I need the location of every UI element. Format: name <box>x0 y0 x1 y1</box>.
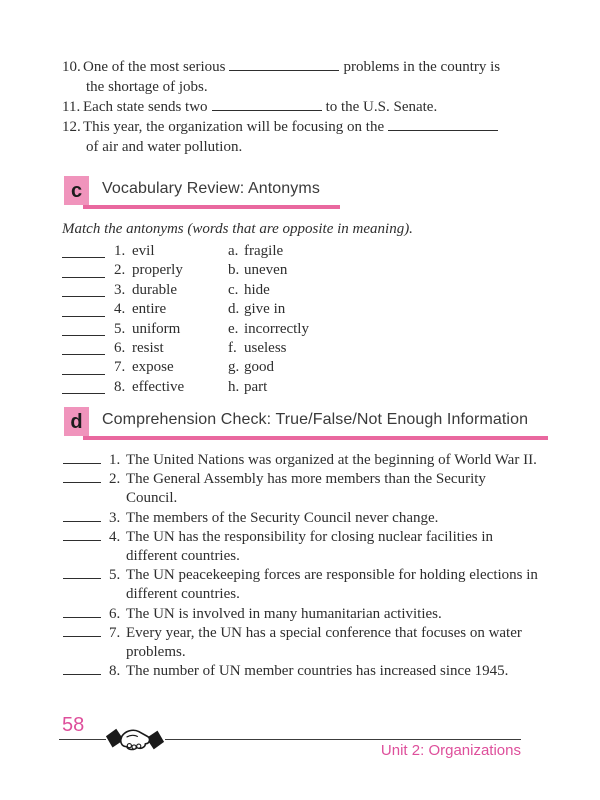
item-text-pre: This year, the organization will be focusing on the <box>83 119 385 135</box>
answer-blank-line <box>63 521 101 522</box>
answer-blank-line <box>63 636 101 637</box>
match-row <box>62 359 309 378</box>
answer-blank-line <box>62 393 105 394</box>
statement-text: The members of the Security Council never change. <box>126 509 439 526</box>
option-letter: h. <box>228 378 240 395</box>
answer-blank-line <box>62 374 105 375</box>
statement-number: 5. <box>109 567 121 584</box>
option-letter: b. <box>228 262 240 279</box>
antonym-matching-list <box>62 243 309 398</box>
answer-blank-line <box>63 674 101 675</box>
statement-row <box>63 662 538 681</box>
statement-number: 1. <box>109 452 121 468</box>
match-row <box>62 340 309 359</box>
statement-number: 6. <box>109 605 121 622</box>
match-word: resist <box>132 339 164 356</box>
section-title: Comprehension Check: True/False/Not Enough Information <box>83 411 548 440</box>
option-word: give in <box>244 301 286 318</box>
answer-blank-line <box>62 316 105 317</box>
option-word: fragile <box>244 243 284 259</box>
match-word: expose <box>132 359 174 376</box>
item-text-pre: Each state sends two <box>83 99 208 115</box>
exercise-instruction: Match the antonyms (words that are opposite in meaning). <box>62 221 413 237</box>
answer-blank-line <box>63 540 101 541</box>
match-row <box>62 301 309 320</box>
answer-blank-line <box>62 335 105 336</box>
match-word: evil <box>132 243 155 259</box>
answer-blank-line <box>62 257 105 258</box>
option-letter: g. <box>228 359 240 376</box>
item-number: 11. <box>62 99 81 115</box>
option-letter: c. <box>228 281 239 298</box>
blank-line <box>388 119 498 131</box>
statement-row <box>63 566 538 604</box>
option-word: incorrectly <box>244 320 309 337</box>
match-word: effective <box>132 378 185 395</box>
answer-blank-line <box>63 482 101 483</box>
statement-row <box>63 470 538 508</box>
match-row <box>62 282 309 301</box>
option-word: useless <box>244 339 287 356</box>
fill-in-item <box>62 57 510 97</box>
match-number: 1. <box>114 243 126 259</box>
match-word: entire <box>132 301 167 318</box>
match-number: 2. <box>114 262 126 279</box>
statement-text: The General Assembly has more members than the Security Council. <box>126 471 486 507</box>
statement-number: 4. <box>109 528 121 545</box>
footer-rule-left <box>59 739 106 740</box>
statement-number: 3. <box>109 509 121 526</box>
section-letter-badge: d <box>64 407 89 436</box>
comprehension-statement-list <box>63 451 538 681</box>
statement-text: The UN is involved in many humanitarian activities. <box>126 605 442 622</box>
option-word: hide <box>244 281 270 298</box>
answer-blank-line <box>62 296 105 297</box>
option-word: good <box>244 359 274 376</box>
match-word: uniform <box>132 320 181 337</box>
item-text-post: of air and water pollution. <box>86 139 243 155</box>
match-word: durable <box>132 281 177 298</box>
footer-rule-right <box>165 739 521 740</box>
item-text-post: to the U.S. Senate. <box>325 99 438 115</box>
match-row <box>62 262 309 281</box>
section-letter-badge: c <box>64 176 89 205</box>
statement-row <box>63 451 538 470</box>
statement-row <box>63 605 538 624</box>
blank-line <box>212 99 322 111</box>
blank-line <box>229 59 339 71</box>
item-text-post: problems in the country is the shortage of jobs. <box>86 59 501 95</box>
answer-blank-line <box>63 578 101 579</box>
match-number: 4. <box>114 301 126 318</box>
option-letter: f. <box>228 339 237 356</box>
statement-text: Every year, the UN has a special conference that focuses on water problems. <box>126 624 522 661</box>
statement-row <box>63 528 538 566</box>
option-letter: a. <box>228 243 239 259</box>
match-row <box>62 243 309 262</box>
match-number: 7. <box>114 359 126 376</box>
match-row <box>62 321 309 340</box>
item-text-pre: One of the most serious <box>83 59 226 75</box>
option-letter: e. <box>228 320 239 337</box>
unit-label: Unit 2: Organizations <box>380 742 521 759</box>
fill-in-item <box>62 97 510 117</box>
statement-text: The UN peacekeeping forces are responsible for holding elections in different countries. <box>126 567 538 603</box>
section-d-header <box>64 407 548 436</box>
page-footer <box>0 714 600 774</box>
section-title: Vocabulary Review: Antonyms <box>83 180 340 209</box>
statement-text: The UN has the responsibility for closing nuclear facilities in different countries. <box>126 528 493 565</box>
statement-row <box>63 509 538 528</box>
item-number: 10. <box>62 59 81 75</box>
statement-text: The United Nations was organized at the beginning of World War II. <box>126 452 537 468</box>
section-c-header <box>64 176 340 205</box>
statement-number: 2. <box>109 471 121 488</box>
option-word: uneven <box>244 262 288 279</box>
match-number: 6. <box>114 339 126 356</box>
statement-row <box>63 624 538 662</box>
fill-in-section <box>62 57 510 157</box>
option-letter: d. <box>228 301 240 318</box>
match-row <box>62 379 309 398</box>
page-number: 58 <box>62 714 85 736</box>
match-word: properly <box>132 262 183 279</box>
answer-blank-line <box>62 277 105 278</box>
answer-blank-line <box>62 354 105 355</box>
statement-text: The number of UN member countries has increased since 1945. <box>126 663 509 680</box>
answer-blank-line <box>63 463 101 464</box>
match-number: 8. <box>114 378 126 395</box>
statement-number: 7. <box>109 624 121 641</box>
statement-number: 8. <box>109 663 121 680</box>
item-number: 12. <box>62 119 81 135</box>
match-number: 5. <box>114 320 126 337</box>
fill-in-item <box>62 117 510 157</box>
option-word: part <box>244 378 268 395</box>
match-number: 3. <box>114 281 126 298</box>
answer-blank-line <box>63 617 101 618</box>
